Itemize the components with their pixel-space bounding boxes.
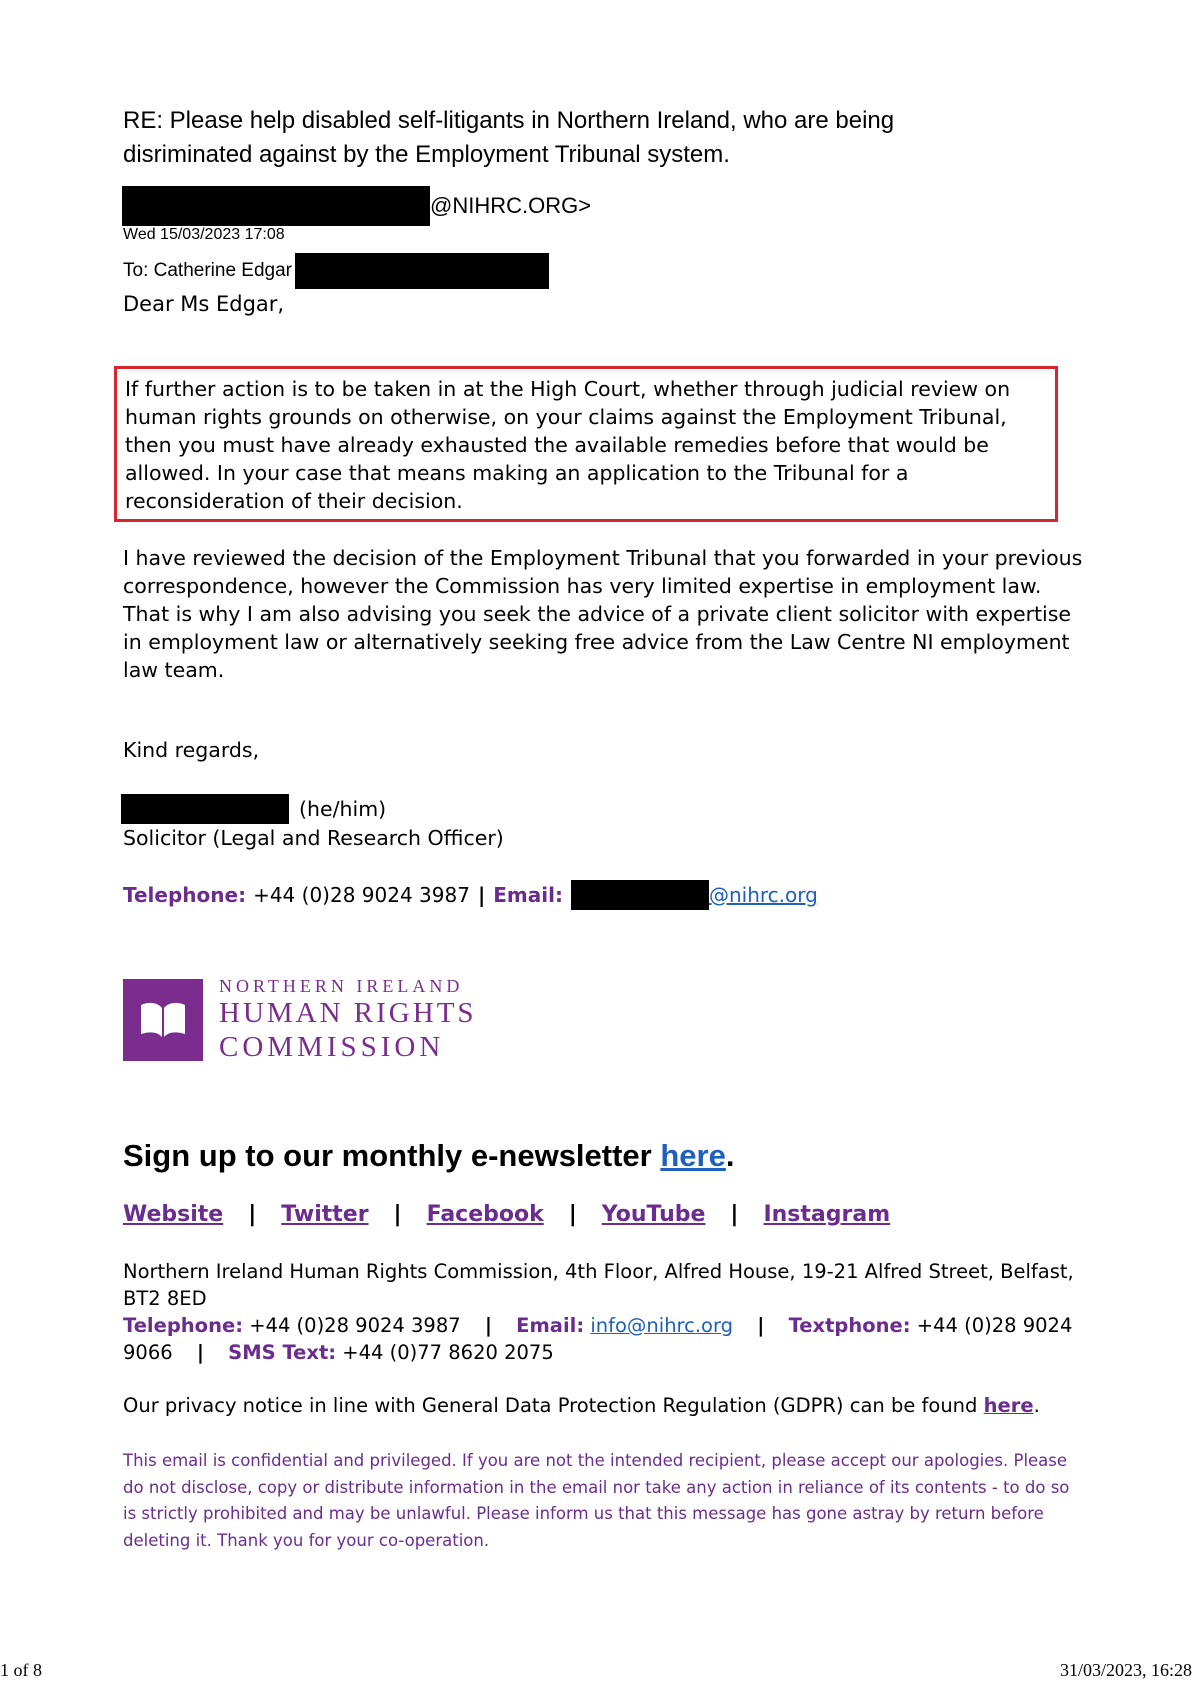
nihrc-logo [123,976,477,1064]
redacted-recipient-email [295,253,549,289]
organisation-address-block [123,1258,1083,1366]
closing: Kind regards, [123,738,260,762]
logo-line-1: NORTHERN IRELAND [219,976,464,996]
separator: | [248,1202,257,1227]
redacted-signer-name [121,794,289,824]
signer-email-link[interactable]: @nihrc.org [708,883,818,907]
from-line [122,186,591,226]
redacted-sender-name [122,186,430,226]
signature-contact [123,880,818,910]
privacy-notice [123,1394,1040,1417]
signer-title: Solicitor (Legal and Research Officer) [123,826,504,850]
separator: | [730,1202,739,1227]
logo-emblem [123,979,203,1061]
sms-number: +44 (0)77 8620 2075 [342,1341,554,1364]
instagram-link[interactable]: Instagram [763,1202,891,1227]
separator: | [393,1202,402,1227]
newsletter-link[interactable]: here [660,1138,726,1173]
to-label: To: Catherine Edgar [123,260,292,281]
confidentiality-disclaimer: This email is confidential and privileged. If you are not the intended recipient, please accept our apologies. Please do not disclose, copy or distribute information in the email nor take any action in reliance of its contents - to do so is strictly prohibited and may be unlawful. Please inform us that this message has gone astray by return before deleting it. Thank you for your co-operation. [123,1451,1070,1550]
highlighted-paragraph-box [114,366,1058,522]
to-line [123,253,549,289]
newsletter-heading [123,1138,734,1174]
privacy-link[interactable]: here [983,1394,1034,1417]
youtube-link[interactable]: YouTube [601,1202,706,1227]
newsletter-end: . [725,1138,735,1173]
from-email-suffix: @NIHRC.ORG> [430,193,592,218]
separator: | [484,1314,492,1337]
newsletter-text: Sign up to our monthly e-newsletter [123,1138,661,1173]
body-paragraph: I have reviewed the decision of the Employment Tribunal that you forwarded in your previous correspondence, however the Commission has very limited expertise in employment law. That is why I am also advising you seek the advice of a private client solicitor with expertise in employment law or alternatively seeking free advice from the Law Centre NI employment law team. [123,546,1083,682]
address-contact-line [123,1312,1083,1366]
greeting: Dear Ms Edgar, [123,292,285,316]
telephone-number: +44 (0)28 9024 3987 [253,883,470,907]
signer-pronouns: (he/him) [299,797,387,821]
website-link[interactable]: Website [123,1202,224,1227]
textphone-number: +44 (0)28 9024 9066 [123,1314,1073,1364]
telephone-label: Telephone: [123,883,247,907]
info-email-link[interactable]: info@nihrc.org [590,1314,734,1337]
page-number: 1 of 8 [0,1660,42,1680]
social-links [123,1202,890,1227]
separator: | [757,1314,765,1337]
logo-line-3: COMMISSION [219,1031,445,1063]
redacted-signer-email [571,880,709,910]
postal-address: Northern Ireland Human Rights Commission, 4th Floor, Alfred House, 19-21 Alfred Street, Belfast, BT2 8ED [123,1260,1074,1310]
separator: | [477,883,486,907]
privacy-text: Our privacy notice in line with General Data Protection Regulation (GDPR) can be found [123,1394,984,1417]
facebook-link[interactable]: Facebook [426,1202,544,1227]
email-label: Email: [516,1314,585,1337]
twitter-link[interactable]: Twitter [281,1202,369,1227]
privacy-end: . [1033,1394,1040,1417]
print-timestamp: 31/03/2023, 16:28 [1059,1660,1192,1680]
email-subject: RE: Please help disabled self-litigants in Northern Ireland, who are being disriminated against by the Employment Tribunal system. [123,107,895,168]
highlighted-paragraph: If further action is to be taken in at the High Court, whether through judicial review on human rights grounds on otherwise, on your claims against the Employment Tribunal, then you must have already exhausted the available remedies before that would be allowed. In your case that means making an application to the Tribunal for a reconsideration of their decision. [125,377,1011,513]
separator: | [568,1202,577,1227]
sms-label: SMS Text: [228,1341,337,1364]
telephone-number: +44 (0)28 9024 3987 [249,1314,461,1337]
sent-date: Wed 15/03/2023 17:08 [123,226,285,243]
logo-line-2: HUMAN RIGHTS [219,997,477,1029]
email-label: Email: [493,883,563,907]
logo-wordmark [219,976,477,1064]
signature-name-line [121,794,386,824]
separator: | [196,1341,204,1364]
textphone-label: Textphone: [788,1314,911,1337]
telephone-label: Telephone: [123,1314,243,1337]
open-book-icon [138,999,188,1041]
